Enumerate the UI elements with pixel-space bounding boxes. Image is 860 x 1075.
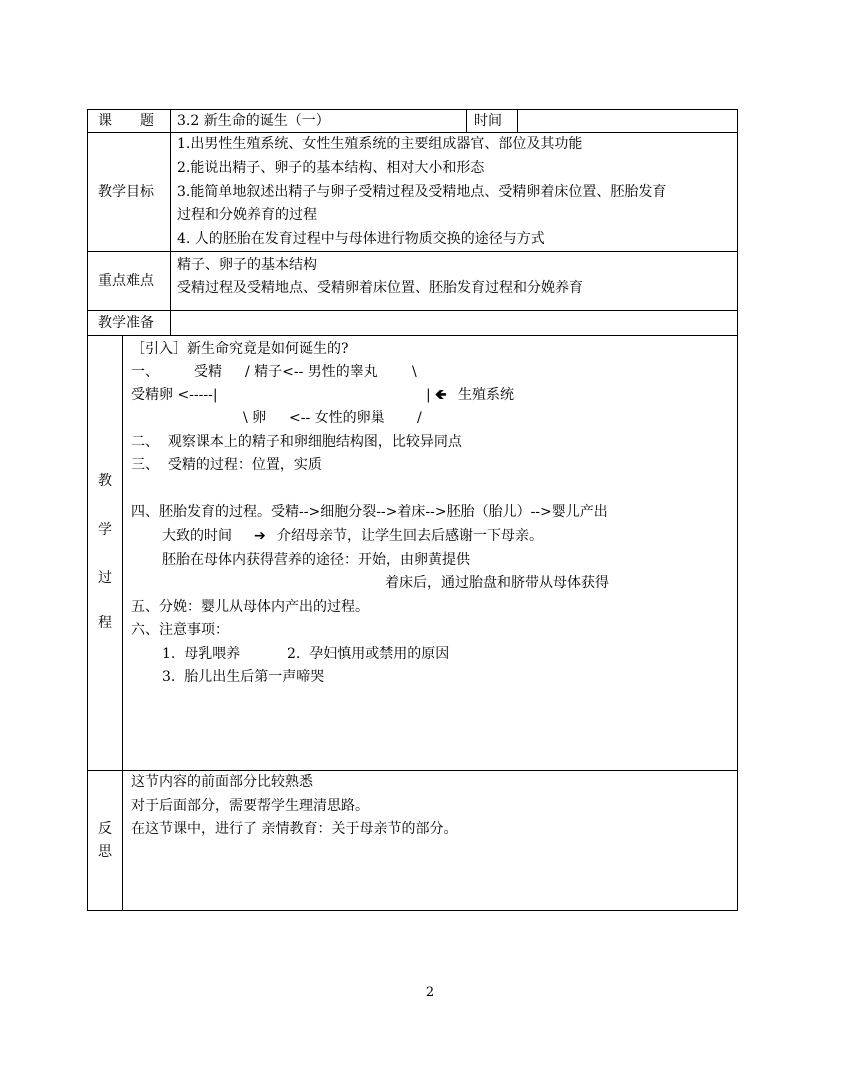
goal-item: 4. 人的胚胎在发育过程中与母体进行物质交换的途径与方式	[177, 231, 545, 247]
row-divider	[87, 251, 738, 252]
topic-value: 3.2 新生命的诞生（一）	[177, 113, 330, 129]
process-label-char: 程	[98, 615, 112, 631]
process-label-char: 教	[98, 473, 112, 489]
process-line-one-slash: \	[412, 364, 417, 380]
key-point-item: 精子、卵子的基本结构	[177, 257, 317, 273]
goals-label: 教学目标	[98, 184, 154, 200]
process-note: 2. 孕妇慎用或禁用的原因	[287, 646, 450, 662]
goal-item: 1.出男性生殖系统、女性生殖系统的主要组成器官、部位及其功能	[177, 136, 583, 152]
topic-label: 课 题	[98, 113, 154, 129]
reflection-label-char: 反	[98, 821, 112, 837]
reflection-label-char: 思	[98, 844, 112, 860]
process-item-3: 三、 受精的过程：位置，实质	[131, 457, 322, 473]
goal-item: 3.能简单地叙述出精子与卵子受精过程及受精地点、受精卵着床位置、胚胎发育	[177, 184, 667, 200]
process-item-6: 六、注意事项：	[131, 622, 229, 638]
column-divider	[170, 109, 171, 335]
row-divider	[87, 335, 738, 336]
reflection-line: 在这节课中，进行了 亲情教育：关于母亲节的部分。	[131, 821, 458, 837]
row-divider	[87, 770, 738, 771]
process-line-zygote: 受精卵 <-----|	[131, 387, 218, 403]
process-line-one-sperm: / 精子<-- 男性的睾丸	[245, 364, 378, 380]
process-nutrition: 着床后，通过胎盘和脐带从母体获得	[385, 575, 609, 591]
process-line-egg: \ 卵	[243, 410, 267, 426]
process-note: 3. 胎儿出生后第一声啼哭	[162, 669, 325, 685]
process-label-char: 学	[98, 522, 112, 538]
key-point-item: 受精过程及受精地点、受精卵着床位置、胚胎发育过程和分娩养育	[177, 280, 583, 296]
column-divider	[122, 335, 123, 911]
key-points-label: 重点难点	[98, 273, 154, 289]
process-item-5: 五、分娩：婴儿从母体内产出的过程。	[131, 599, 369, 615]
row-divider	[87, 132, 738, 133]
process-line-bar: |	[426, 387, 431, 403]
process-line-slash: /	[417, 410, 422, 426]
process-line-one-fert: 受精	[194, 364, 222, 380]
process-nutrition: 胚胎在母体内获得营养的途径：开始，由卵黄提供	[162, 552, 470, 568]
process-mothers-day: 介绍母亲节，让学生回去后感谢一下母亲。	[277, 528, 543, 544]
right-arrow-icon: ➔	[254, 528, 266, 544]
time-label: 时间	[474, 113, 502, 129]
reflection-line: 这节内容的前面部分比较熟悉	[131, 774, 313, 790]
reflection-line: 对于后面部分，需要帮学生理清思路。	[131, 798, 369, 814]
process-line-ovary: <-- 女性的卵巢	[289, 410, 385, 426]
row-divider	[87, 310, 738, 311]
process-intro: ［引入］新生命究竟是如何诞生的?	[131, 341, 349, 357]
column-divider	[466, 109, 467, 132]
process-note: 1. 母乳喂养	[162, 646, 241, 662]
page-number: 2	[425, 985, 435, 1000]
process-label-char: 过	[98, 570, 112, 586]
left-arrow-icon: 🡸	[435, 387, 447, 403]
goal-item: 2.能说出精子、卵子的基本结构、相对大小和形态	[177, 160, 485, 176]
preparation-label: 教学准备	[98, 315, 154, 331]
process-item-4: 四、胚胎发育的过程。受精-->细胞分裂-->着床-->胚胎（胎儿）-->婴儿产出	[131, 504, 608, 520]
process-line-system: 生殖系统	[458, 387, 514, 403]
process-line-one-num: 一、	[131, 364, 159, 380]
process-item-2: 二、 观察课本上的精子和卵细胞结构图，比较异同点	[131, 434, 462, 450]
process-time: 大致的时间	[162, 528, 232, 544]
goal-item: 过程和分娩养育的过程	[177, 207, 317, 223]
column-divider	[517, 109, 518, 132]
